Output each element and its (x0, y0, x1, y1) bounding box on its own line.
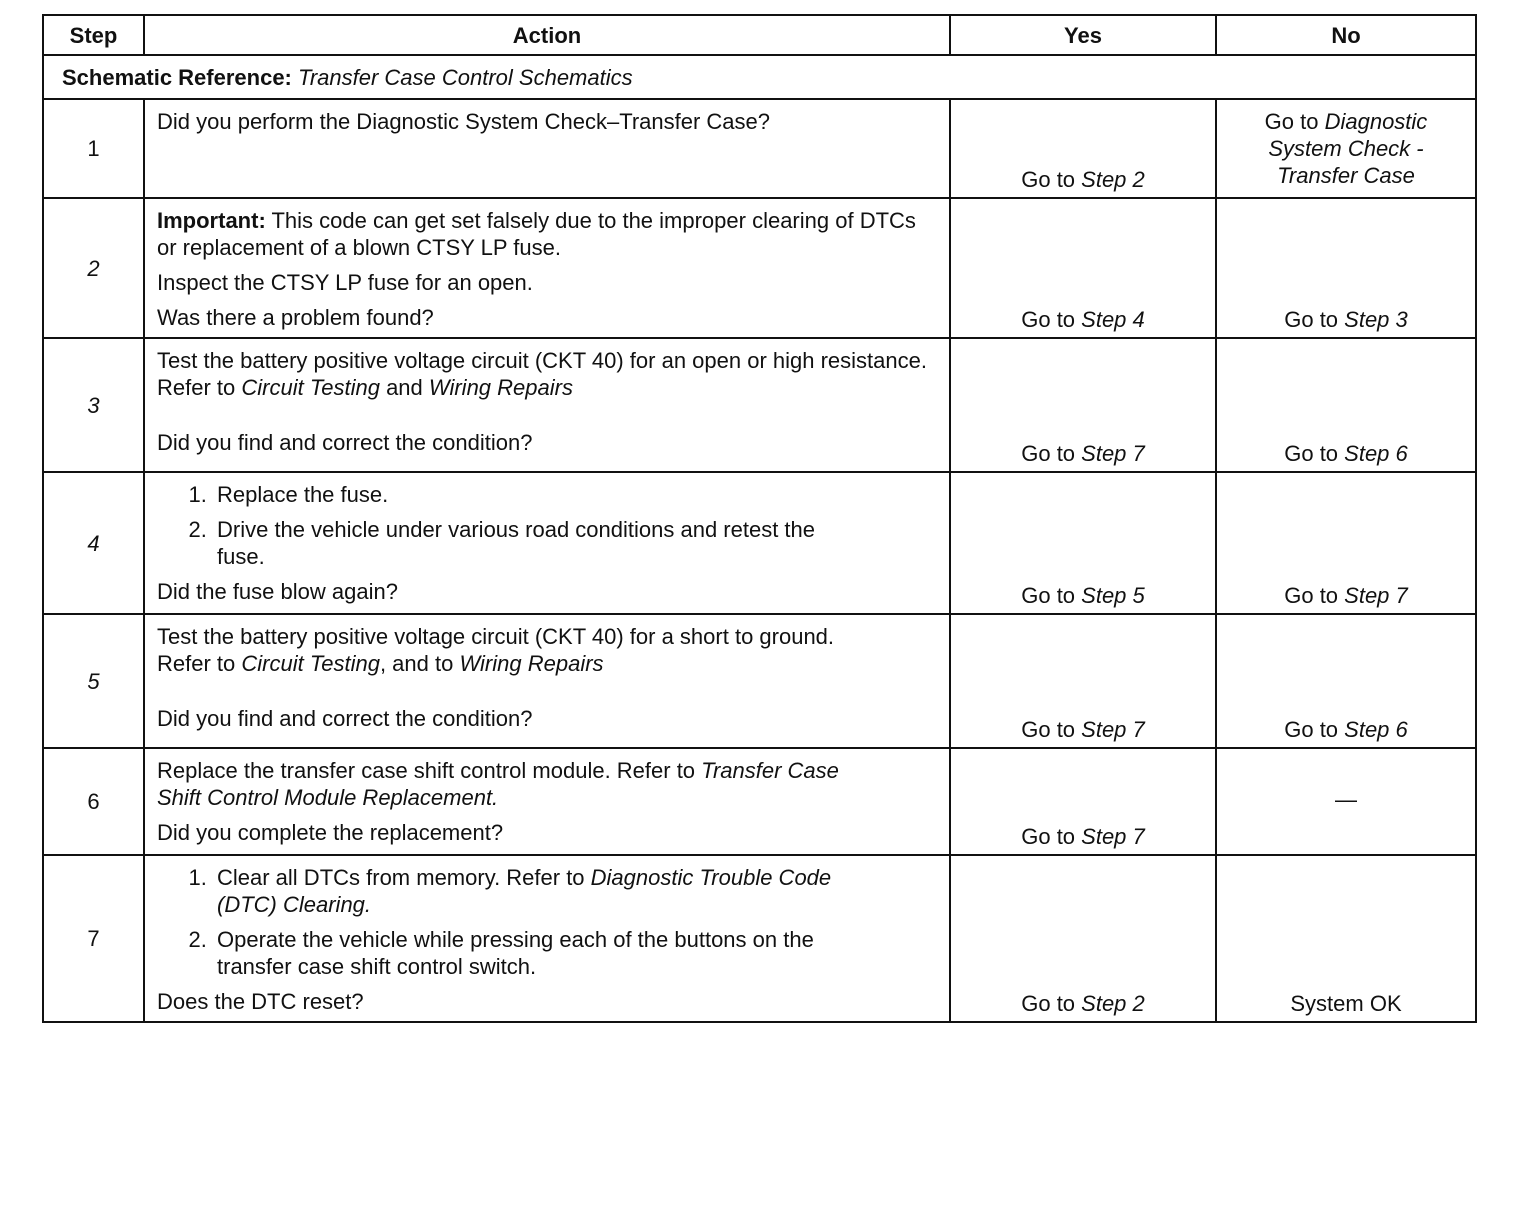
reference-link[interactable]: Circuit Testing (241, 375, 380, 400)
action-cell (144, 99, 950, 198)
action-instruction (157, 623, 937, 677)
schematic-reference-value: Transfer Case Control Schematics (298, 64, 633, 90)
no-prefix: Go to (1284, 583, 1345, 608)
yes-prefix: Go to (1021, 583, 1082, 608)
yes-prefix: Go to (1021, 307, 1082, 332)
no-step-link[interactable]: Step 6 (1344, 441, 1408, 466)
table-row (43, 338, 1476, 472)
header-action: Action (144, 15, 950, 55)
no-prefix: Go to (1284, 307, 1345, 332)
no-step-link[interactable]: Diagnostic System Check - Transfer Case (1268, 109, 1428, 188)
action-question: Did you find and correct the condition? (157, 706, 533, 731)
yes-cell (950, 855, 1216, 1022)
table-row (43, 748, 1476, 855)
action-list (157, 481, 937, 570)
no-cell (1216, 99, 1476, 198)
no-cell (1216, 472, 1476, 614)
yes-step-link[interactable]: Step 7 (1081, 717, 1145, 742)
list-item: 2. Operate the vehicle while pressing each of the buttons on the transfer case shift control switch. (213, 926, 877, 980)
action-cell (144, 338, 950, 472)
yes-step-link[interactable]: Step 7 (1081, 824, 1145, 849)
step-number: 6 (43, 748, 144, 855)
spacer (157, 685, 937, 705)
action-cell (144, 472, 950, 614)
yes-prefix: Go to (1021, 441, 1082, 466)
action-cell (144, 855, 950, 1022)
important-text: This code can get set falsely due to the improper clearing of DTCs or replacement of a blown CTSY LP fuse. (157, 208, 916, 260)
action-question: Did you perform the Diagnostic System Check–Transfer Case? (157, 109, 770, 134)
header-row (43, 15, 1476, 55)
action-instruction: Inspect the CTSY LP fuse for an open. (157, 270, 533, 295)
no-cell (1216, 338, 1476, 472)
table-row (43, 614, 1476, 748)
no-cell (1216, 198, 1476, 338)
step-number: 7 (43, 855, 144, 1022)
important-label: Important: (157, 208, 266, 233)
action-question: Did you find and correct the condition? (157, 430, 533, 455)
schematic-reference-label: Schematic Reference: (62, 64, 292, 90)
reference-link[interactable]: Wiring Repairs (459, 651, 604, 676)
yes-cell (950, 472, 1216, 614)
yes-prefix: Go to (1021, 167, 1082, 192)
list-item: 2. Drive the vehicle under various road conditions and retest the fuse. (213, 516, 857, 570)
table-row (43, 472, 1476, 614)
action-cell (144, 748, 950, 855)
no-result: System OK (1290, 991, 1402, 1016)
yes-cell (950, 748, 1216, 855)
action-text: and (379, 375, 429, 400)
schematic-reference (43, 55, 1476, 99)
reference-link[interactable]: Diagnostic Trouble Code (DTC) Clearing. (217, 865, 832, 917)
action-text: , and to (379, 651, 460, 676)
no-step-link[interactable]: Step 6 (1344, 717, 1408, 742)
yes-cell (950, 99, 1216, 198)
action-question: Did you complete the replacement? (157, 820, 504, 845)
yes-cell (950, 338, 1216, 472)
no-cell (1216, 748, 1476, 855)
action-text: Replace the transfer case shift control module. Refer to (157, 758, 702, 783)
yes-step-link[interactable]: Step 5 (1081, 583, 1145, 608)
yes-cell (950, 614, 1216, 748)
diagnostic-table (42, 14, 1477, 1023)
reference-link[interactable]: Transfer Case Shift Control Module Replacement. (157, 758, 839, 810)
action-question: Does the DTC reset? (157, 989, 364, 1014)
list-item (213, 864, 877, 918)
important-note (157, 207, 937, 261)
step-number: 4 (43, 472, 144, 614)
action-list (157, 864, 937, 980)
action-instruction (157, 347, 937, 401)
step-number: 3 (43, 338, 144, 472)
spacer (157, 409, 937, 429)
action-question: Did the fuse blow again? (157, 579, 398, 604)
yes-step-link[interactable]: Step 7 (1081, 441, 1145, 466)
step-number: 5 (43, 614, 144, 748)
yes-step-link[interactable]: Step 2 (1081, 991, 1145, 1016)
no-prefix: Go to (1264, 109, 1325, 134)
list-item-text: Clear all DTCs from memory. Refer to (217, 865, 591, 890)
yes-cell (950, 198, 1216, 338)
step-number: 1 (43, 99, 144, 198)
reference-link[interactable]: Circuit Testing (241, 651, 380, 676)
step-number: 2 (43, 198, 144, 338)
action-cell (144, 198, 950, 338)
action-question: Was there a problem found? (157, 305, 434, 330)
no-prefix: Go to (1284, 441, 1345, 466)
yes-prefix: Go to (1021, 717, 1082, 742)
no-cell (1216, 855, 1476, 1022)
no-cell (1216, 614, 1476, 748)
table-row (43, 198, 1476, 338)
no-dash: — (1335, 787, 1357, 812)
reference-link[interactable]: Wiring Repairs (428, 375, 573, 400)
action-cell (144, 614, 950, 748)
yes-step-link[interactable]: Step 4 (1081, 307, 1145, 332)
no-prefix: Go to (1284, 717, 1345, 742)
table-row (43, 99, 1476, 198)
no-step-link[interactable]: Step 7 (1344, 583, 1408, 608)
schematic-reference-row (43, 55, 1476, 99)
yes-prefix: Go to (1021, 824, 1082, 849)
header-step: Step (43, 15, 144, 55)
action-instruction (157, 757, 937, 811)
table-row (43, 855, 1476, 1022)
yes-prefix: Go to (1021, 991, 1082, 1016)
header-yes: Yes (950, 15, 1216, 55)
no-step-link[interactable]: Step 3 (1344, 307, 1408, 332)
list-item: 1. Replace the fuse. (213, 481, 857, 508)
action-text: Test the battery positive voltage circuit (CKT 40) for a short to ground. Refer to (157, 624, 835, 676)
header-no: No (1216, 15, 1476, 55)
yes-step-link[interactable]: Step 2 (1081, 167, 1145, 192)
action-text: Test the battery positive voltage circuit (CKT 40) for an open or high resistance. Refer to (157, 348, 927, 400)
